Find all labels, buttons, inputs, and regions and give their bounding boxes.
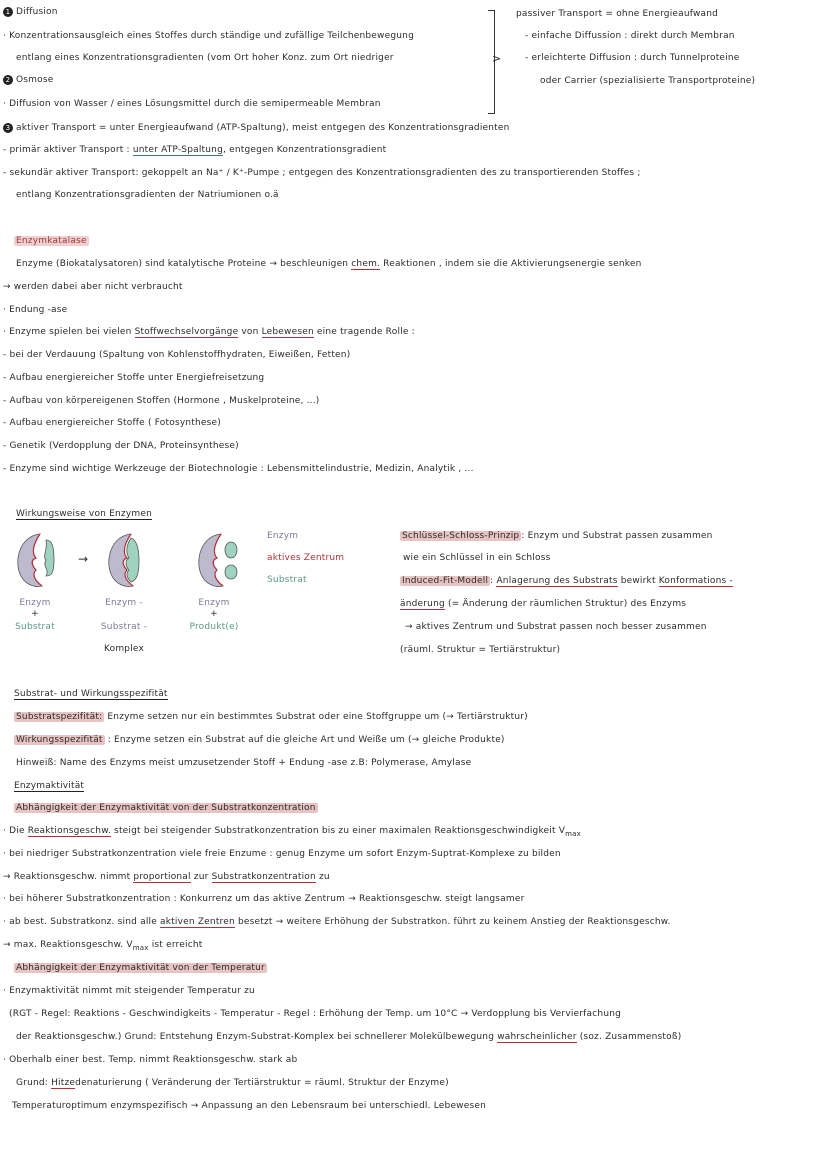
diagram-arrow: →: [78, 552, 89, 566]
line-text: : Enzyme setzen ein Substrat auf die gleiche Art und Weiße um (→ gleiche Produkte): [104, 735, 505, 745]
line-text: Enzyme (Biokatalysatoren) sind katalytische Proteine → beschleunigen: [16, 259, 352, 269]
note-line: [16, 757, 471, 769]
line-text: - Enzyme sind wichtige Werkzeuge der Biotechnologie : Lebensmittelindustrie, Medizin, Analytik , ...: [3, 464, 474, 474]
line-text: (= Änderung der räumlichen Struktur) des Enzyms: [444, 599, 687, 609]
note-line: [3, 939, 202, 954]
enzyme-products-icon: [193, 530, 243, 590]
diagram-label-bottom: Substrat -: [100, 622, 148, 632]
highlighted-term: Abhängigkeit der Enzymaktivität von der Temperatur: [16, 963, 265, 973]
note-line: [3, 1054, 297, 1066]
subscript: max: [565, 830, 581, 838]
line-text: oder Carrier (spezialisierte Transportproteine): [540, 76, 756, 86]
line-text: · bei niedriger Substratkonzentration viele freie Enzume : genug Enzyme um sofort Enzym-Suptrat-Komplexe zu bilden: [3, 849, 561, 859]
note-line: [16, 52, 394, 64]
line-text: · Die: [3, 826, 28, 836]
line-text: - bei der Verdauung (Spaltung von Kohlenstoffhydraten, Eiweißen, Fetten): [3, 350, 351, 360]
line-text: - Aufbau energiereicher Stoffe unter Energiefreisetzung: [3, 373, 265, 383]
note-line: [3, 167, 641, 179]
line-text: Temperaturoptimum enzymspezifisch → Anpassung an den Lebensraum bei unterschiedl. Lebewesen: [12, 1101, 487, 1111]
line-text: Osmose: [16, 75, 54, 85]
note-line: [16, 1077, 449, 1089]
note-line: [3, 30, 414, 42]
note-line: [3, 6, 58, 18]
line-text: · Enzymaktivität nimmt mit steigender Temperatur zu: [3, 986, 255, 996]
note-line: [14, 688, 168, 700]
note-line: [14, 962, 267, 974]
note-line: [3, 98, 381, 110]
note-line: [3, 985, 255, 997]
highlighted-term: Schlüssel-Schloss-Prinzip: [402, 531, 520, 541]
underlined-term: proportional: [133, 872, 191, 882]
note-line: [405, 621, 707, 633]
note-line: [525, 52, 740, 64]
note-line: [400, 598, 686, 610]
underlined-term: aktiven Zentren: [160, 917, 235, 927]
note-line: [400, 644, 560, 656]
line-text: steigt bei steigender Substratkonzentration bis zu einer maximalen Reaktionsgeschwindigkeit V: [111, 826, 566, 836]
line-text: → aktives Zentrum und Substrat passen noch besser zusammen: [405, 622, 707, 632]
note-line: [12, 1100, 486, 1112]
note-line: [3, 74, 53, 86]
underlined-term: änderung: [400, 599, 445, 609]
line-text: → Reaktionsgeschw. nimmt: [3, 872, 134, 882]
line-text: von: [238, 327, 262, 337]
diagram-label-bottom: Substrat: [15, 622, 55, 632]
note-line: [14, 235, 89, 247]
note-line: [3, 916, 671, 928]
line-text: · Konzentrationsausgleich eines Stoffes durch ständige und zufällige Teilchenbewegung: [3, 31, 414, 41]
number-badge-icon: 2: [3, 75, 13, 85]
line-text: aktiver Transport = unter Energieaufwand (ATP-Spaltung), meist entgegen des Konzentrationsgradienten: [16, 123, 510, 133]
line-text: · ab best. Substratkonz. sind alle: [3, 917, 161, 927]
note-line: [516, 8, 718, 20]
underlined-term: Lebewesen: [261, 327, 314, 337]
note-line: [3, 349, 350, 361]
line-text: entlang eines Konzentrationsgradienten (vom Ort hoher Konz. zum Ort niedriger: [16, 53, 394, 63]
line-text: eine tragende Rolle :: [313, 327, 415, 337]
line-text: der Reaktionsgeschw.) Grund: Entstehung Enzym-Substrat-Komplex bei schnellerer Molekülbewegung: [16, 1032, 498, 1042]
line-text: · Endung -ase: [3, 305, 68, 315]
note-line: [403, 552, 551, 564]
line-text: - Aufbau von körpereigenen Stoffen (Hormone , Muskelproteine, ...): [3, 396, 320, 406]
line-text: · bei höherer Substratkonzentration : Konkurrenz um das aktive Zentrum → Reaktionsgeschw. steigt langsamer: [3, 894, 525, 904]
note-line: [9, 1008, 621, 1020]
highlighted-term: Wirkungsspezifität: [16, 735, 103, 745]
underlined-term: chem.: [351, 259, 381, 269]
underlined-term: Stoffwechselvorgänge: [134, 327, 239, 337]
diagram-label-top: Enzym: [198, 598, 230, 608]
note-line: [3, 326, 415, 338]
note-line: [3, 440, 239, 452]
note-line: [3, 395, 320, 407]
underlined-term: Hitze: [51, 1078, 76, 1088]
line-text: Hinweiß: Name des Enzyms meist umzusetzender Stoff + Endung -ase z.B: Polymerase, Amylase: [16, 758, 472, 768]
line-text: wie ein Schlüssel in ein Schloss: [403, 553, 551, 563]
line-text: → werden dabei aber nicht verbraucht: [3, 282, 183, 292]
note-line: [3, 372, 264, 384]
note-line: [16, 189, 279, 201]
line-text: - primär aktiver Transport :: [3, 145, 133, 155]
highlighted-term: Substratspezifität:: [16, 712, 103, 722]
legend-aktives-zentrum: aktives Zentrum: [267, 553, 345, 563]
note-line: [3, 304, 67, 316]
note-line: [400, 575, 733, 587]
note-line: [14, 780, 84, 792]
line-text: - Aufbau energiereicher Stoffe ( Fotosynthese): [3, 418, 221, 428]
diagram-label-mid: +: [31, 609, 39, 619]
note-line: [525, 30, 735, 42]
subscript: max: [132, 944, 149, 952]
heading-text: Wirkungsweise von Enzymen: [16, 509, 152, 519]
line-text: Grund:: [16, 1078, 52, 1088]
underlined-term: wahrscheinlicher: [497, 1032, 577, 1042]
note-line: [3, 893, 525, 905]
diagram-label-top: Enzym -: [105, 598, 143, 608]
note-line: [3, 463, 474, 475]
diagram-label-bottom: Produkt(e): [189, 622, 239, 632]
diagram-label-extra: Komplex: [103, 644, 145, 654]
line-text: · Enzyme spielen bei vielen: [3, 327, 135, 337]
line-text: :: [490, 576, 497, 586]
note-line: [14, 802, 318, 814]
underlined-term: Substrat- und Wirkungsspezifität: [14, 689, 168, 699]
line-text: : Enzym und Substrat passen zusammen: [521, 531, 713, 541]
number-badge-icon: 3: [3, 123, 13, 133]
line-text: besetzt → weitere Erhöhung der Substratkon. führt zu keinem Anstieg der Reaktionsgeschw.: [234, 917, 671, 927]
underlined-term: Anlagerung des Substrats: [496, 576, 618, 586]
underlined-term: Enzymaktivität: [14, 781, 85, 791]
highlighted-term: Enzymkatalase: [16, 236, 87, 246]
highlighted-term: Induced-Fit-Modell: [402, 576, 489, 586]
line-text: - erleichterte Diffusion : durch Tunnelproteine: [525, 53, 740, 63]
line-text: (RGT - Regel: Reaktions - Geschwindigkeits - Temperatur - Regel : Erhöhung der Temp. um 10°C → Verdopplung bis Vervierfachung: [9, 1009, 622, 1019]
legend-enzym: Enzym: [267, 531, 299, 541]
line-text: passiver Transport = ohne Energieaufwand: [516, 9, 719, 19]
note-line: [3, 848, 561, 860]
note-line: [3, 825, 581, 840]
line-text: , entgegen Konzentrationsgradient: [223, 145, 387, 155]
line-text: denaturierung ( Veränderung der Tertiärstruktur = räuml. Struktur der Enzyme): [75, 1078, 449, 1088]
underlined-term: unter ATP-Spaltung: [132, 145, 224, 155]
enzyme-substrate-separate-icon: [12, 530, 62, 590]
note-line: [400, 530, 713, 542]
number-badge-icon: 1: [3, 7, 13, 17]
line-text: Reaktionen , indem sie die Aktivierungsenergie senken: [380, 259, 642, 269]
line-text: - sekundär aktiver Transport: gekoppelt an Na⁺ / K⁺-Pumpe ; entgegen des Konzentrationsgradienten des zu transportierenden Stoffes ;: [3, 168, 641, 178]
line-text: · Diffusion von Wasser / eines Lösungsmittel durch die semipermeable Membran: [3, 99, 381, 109]
line-text: bewirkt: [617, 576, 659, 586]
line-text: (soz. Zusammenstoß): [576, 1032, 682, 1042]
note-line: [3, 144, 386, 156]
note-line: [3, 871, 330, 883]
note-line: [16, 1031, 681, 1043]
underlined-term: Reaktionsgeschw.: [27, 826, 111, 836]
underlined-term: Konformations -: [658, 576, 733, 586]
diagram-label-mid: +: [210, 609, 218, 619]
note-line: [3, 122, 510, 134]
line-text: ist erreicht: [148, 940, 203, 950]
line-text: zur: [190, 872, 212, 882]
highlighted-term: Abhängigkeit der Enzymaktivität von der Substratkonzentration: [16, 803, 316, 813]
underlined-term: Substratkonzentration: [211, 872, 316, 882]
diagram-label-top: Enzym: [19, 598, 51, 608]
line-text: (räuml. Struktur = Tertiärstruktur): [400, 645, 561, 655]
line-text: · Oberhalb einer best. Temp. nimmt Reaktionsgeschw. stark ab: [3, 1055, 298, 1065]
note-line: [14, 734, 505, 746]
section-heading-wirkungsweise: [16, 508, 152, 520]
line-text: Diffusion: [16, 7, 58, 17]
note-line: [14, 711, 528, 723]
legend-substrat: Substrat: [267, 575, 307, 585]
enzyme-substrate-complex-icon: [103, 530, 153, 590]
note-line: [540, 75, 755, 87]
bracket-point: >: [492, 52, 502, 65]
line-text: Enzyme setzen nur ein bestimmtes Substrat oder eine Stoffgruppe um (→ Tertiärstruktur): [104, 712, 528, 722]
line-text: zu: [315, 872, 330, 882]
line-text: entlang Konzentrationsgradienten der Natriumionen o.ä: [16, 190, 279, 200]
note-line: [3, 281, 183, 293]
line-text: → max. Reaktionsgeschw. V: [3, 940, 133, 950]
line-text: - einfache Diffussion : direkt durch Membran: [525, 31, 735, 41]
note-line: [3, 417, 221, 429]
line-text: - Genetik (Verdopplung der DNA, Proteinsynthese): [3, 441, 239, 451]
note-line: [16, 258, 642, 270]
